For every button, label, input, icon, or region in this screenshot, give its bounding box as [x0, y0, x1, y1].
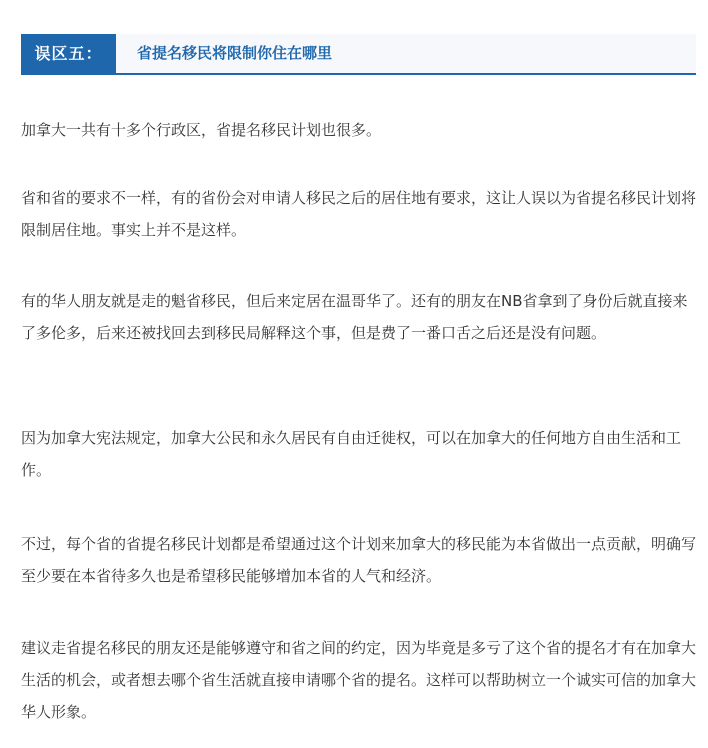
paragraph-2: 省和省的要求不一样，有的省份会对申请人移民之后的居住地有要求，这让人误以为省提名移民计划将限制居住地。事实上并不是这样。: [21, 189, 697, 239]
paragraph-3: 有的华人朋友就是走的魁省移民，但后来定居在温哥华了。还有的朋友在NB省拿到了身份后就直接来了多伦多，后来还被找回去到移民局解释这个事，但是费了一番口舌之后还是没有问题。: [21, 292, 688, 342]
paragraph-1: 加拿大一共有十多个行政区，省提名移民计划也很多。: [21, 121, 382, 139]
paragraph-6: 建议走省提名移民的朋友还是能够遵守和省之间的约定，因为毕竟是多亏了这个省的提名才有在加拿大生活的机会，或者想去哪个省生活就直接申请哪个省的提名。这样可以帮助树立一个诚实可信的加拿大华人形象。: [21, 639, 697, 721]
section-tag: 误区五：: [21, 34, 116, 73]
paragraph-5: 不过，每个省的省提名移民计划都是希望通过这个计划来加拿大的移民能为本省做出一点贡献，明确写至少要在本省待多久也是希望移民能够增加本省的人气和经济。: [21, 535, 697, 585]
section-title: 省提名移民将限制你住在哪里: [137, 44, 333, 62]
section-header: [21, 34, 696, 75]
paragraph-4: 因为加拿大宪法规定，加拿大公民和永久居民有自由迁徙权，可以在加拿大的任何地方自由生活和工作。: [21, 429, 682, 479]
